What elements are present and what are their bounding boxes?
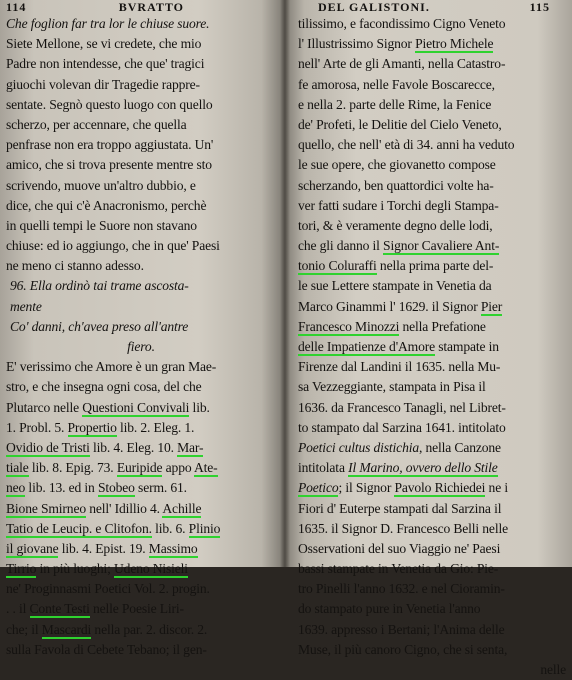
text-line: [6, 176, 276, 196]
highlighted-name: neo: [6, 480, 26, 496]
left-page: [0, 0, 284, 657]
text-line: [298, 236, 566, 256]
text-line: [298, 176, 566, 196]
text-segment: nelle: [540, 662, 566, 677]
text-line: [298, 539, 566, 559]
highlighted-name: Pier: [480, 298, 503, 314]
text-line: [6, 95, 276, 115]
text-line: [6, 478, 276, 498]
highlighted-name: Poetico: [298, 480, 339, 496]
text-segment: giuochi volevan dir Tragedie rappre-: [6, 76, 200, 92]
text-line: [298, 377, 566, 397]
text-segment: in quelli tempi le Suore non stavano: [6, 217, 197, 233]
text-segment: E' verissimo che Amore è un gran Mae-: [6, 359, 217, 375]
text-segment: ver fatti sudare i Torchi degli Stampa-: [298, 197, 499, 213]
highlighted-name: Ate-: [194, 460, 218, 476]
highlighted-name: Pavolo Richiedei: [394, 480, 486, 496]
text-segment: Che foglion far tra lor le chiuse suore.: [6, 16, 210, 31]
text-line: [6, 276, 276, 296]
text-segment: stro, e che insegna ogni cosa, del che: [6, 379, 202, 395]
text-segment: nell' Idillio 4.: [85, 500, 163, 516]
text-line: [6, 75, 276, 95]
text-segment: Siete Mellone, se vi credete, che mio: [6, 36, 202, 52]
text-segment: quello, che nell' età di 34. anni ha veduto: [298, 137, 515, 153]
text-segment: Firenze dal Landini il 1635. nella Mu-: [298, 359, 501, 375]
text-segment: nella Prefatione: [399, 318, 486, 334]
text-line: [298, 620, 566, 640]
highlighted-name: delle Impatienze d'Amore: [298, 339, 435, 354]
right-page-body: [298, 14, 566, 680]
text-segment: sulla Favola di Cebete Tebano; il gen-: [6, 641, 207, 657]
text-segment: bassi stampate in Venetia da Gio: Pie-: [298, 561, 499, 577]
text-line: [6, 398, 276, 418]
text-line: [298, 276, 566, 296]
text-line: [298, 317, 566, 337]
text-line: [6, 499, 276, 519]
text-segment: 1639. appresso i Bertani; l'Anima delle: [298, 621, 505, 637]
highlighted-name: Euripide: [116, 460, 163, 476]
left-page-body: [6, 14, 276, 660]
text-line: [6, 640, 276, 660]
text-line: [298, 135, 566, 155]
highlighted-name: Propertio: [67, 419, 117, 435]
text-line: [298, 519, 566, 539]
text-segment: fiero.: [127, 339, 155, 354]
text-segment: Plutarco nelle: [6, 399, 83, 415]
text-line: [298, 579, 566, 599]
text-line: [6, 599, 276, 619]
highlighted-name: Pietro Michele: [415, 36, 494, 52]
text-line: [298, 155, 566, 175]
text-line: [298, 95, 566, 115]
text-segment: ; il Signor: [338, 480, 395, 496]
text-line: [6, 579, 276, 599]
text-line: [6, 539, 276, 559]
text-line: [6, 115, 276, 135]
text-segment: do stampato pure in Venetia l'anno: [298, 601, 481, 617]
text-line: [298, 34, 566, 54]
text-segment: scherzo, per accennare, che quella: [6, 116, 187, 132]
text-line: [298, 559, 566, 579]
text-segment: Poetici cultus distichia: [298, 439, 419, 455]
text-line: [298, 54, 566, 74]
text-line: [6, 620, 276, 640]
text-segment: 1635. il Signor D. Francesco Belli nelle: [298, 520, 508, 536]
highlighted-name: Udeno Nisieli: [114, 561, 188, 577]
highlighted-name: Ovidio de Tristi: [6, 439, 90, 455]
text-segment: scrivendo, muove un'altro dubbio, e: [6, 177, 196, 193]
text-segment: le sue opere, che giovanetto compose: [298, 157, 496, 173]
text-segment: dice, che qui c'è Anacronismo, perchè: [6, 197, 207, 213]
highlighted-name: Mascardi: [41, 621, 92, 637]
text-segment: scherzando, ben quattordici volte ha-: [298, 177, 494, 193]
text-line: [6, 34, 276, 54]
highlighted-name: Questioni Convivali: [82, 399, 190, 415]
text-line: [6, 216, 276, 236]
text-segment: sa Vezzeggiante, stampata in Pisa il: [298, 379, 486, 395]
text-line: [6, 438, 276, 458]
text-line: [6, 236, 276, 256]
text-line: [6, 559, 276, 579]
running-head-right: DEL GALISTONI.: [318, 0, 430, 14]
left-page-header: [6, 0, 276, 14]
highlighted-name: Mar-: [177, 439, 204, 455]
text-line: [6, 135, 276, 155]
highlighted-name: tiale: [6, 460, 29, 476]
text-segment: ne i: [485, 480, 508, 496]
text-line: [298, 499, 566, 519]
text-line: [6, 519, 276, 539]
text-segment: mente: [10, 298, 42, 314]
text-segment: tori, & è veramente degno delle lodi,: [298, 217, 493, 233]
highlighted-name: Conte Testi: [29, 601, 90, 617]
text-line: [298, 115, 566, 135]
running-head-left: BVRATTO: [118, 0, 184, 14]
text-segment: penfrase non era troppo aggiustata. Un': [6, 137, 214, 153]
text-segment: chiuse: ed io aggiungo, che in que' Paesi: [6, 238, 220, 254]
highlighted-name: Massimo: [148, 540, 198, 556]
highlighted-name: Achille: [162, 500, 202, 516]
text-segment: nelle Poesie Liri-: [89, 601, 184, 617]
text-segment: lib. 2. Eleg. 1.: [116, 419, 195, 435]
text-segment: . . il: [6, 601, 30, 617]
text-segment: nella par. 2. discor. 2.: [91, 621, 208, 637]
text-line: [298, 297, 566, 317]
text-segment: nella prima parte del-: [376, 258, 494, 274]
text-line: [298, 357, 566, 377]
text-segment: stampate in: [435, 339, 499, 354]
highlighted-name: Francesco Minozzi: [298, 318, 400, 334]
text-segment: serm. 61.: [134, 480, 187, 496]
text-line: [6, 54, 276, 74]
text-segment: Fiori d' Euterpe stampati dal Sarzina il: [298, 500, 502, 516]
text-line: [298, 398, 566, 418]
text-segment: le sue Lettere stampate in Venetia da: [298, 278, 492, 294]
text-segment: Padre non intendesse, che que' tragici: [6, 56, 205, 72]
book-gutter: [280, 0, 290, 567]
text-segment: lib. 13. ed in: [25, 480, 98, 496]
text-segment: Marco Ginammi l' 1629. il Signor: [298, 298, 481, 314]
text-line: [298, 337, 566, 357]
text-segment: tilissimo, e facondissimo Cigno Veneto: [298, 16, 506, 31]
right-page-header: [298, 0, 566, 14]
text-segment: ne meno ci stanno adesso.: [6, 258, 144, 274]
right-page: [284, 0, 572, 677]
text-line: [6, 458, 276, 478]
text-line: [6, 14, 276, 34]
text-segment: fe amorosa, nelle Favole Boscarecce,: [298, 76, 495, 92]
text-line: [298, 256, 566, 276]
text-segment: lib. 8. Epig. 73.: [28, 460, 117, 476]
highlighted-name: Stobeo: [97, 480, 135, 496]
text-segment: intitolata: [298, 460, 349, 476]
text-line: [298, 216, 566, 236]
text-line: [6, 317, 276, 337]
text-segment: che; il: [6, 621, 42, 637]
text-line: [6, 418, 276, 438]
text-segment: sentate. Segnò questo luogo con quello: [6, 96, 213, 112]
highlighted-name: Il Marino, ovvero dello Stile: [348, 460, 498, 476]
text-line: [298, 478, 566, 498]
text-segment: in più luoghi;: [36, 561, 114, 577]
text-segment: Muse, il più canoro Cigno, che si senta,: [298, 641, 508, 657]
text-line: [6, 155, 276, 175]
text-segment: 1. Probl. 5.: [6, 419, 68, 435]
text-line: [298, 14, 566, 34]
text-segment: to stampato dal Sarzina 1641. intitolato: [298, 419, 506, 435]
page-number-left: 114: [6, 0, 27, 14]
text-segment: l' Illustrissimo Signor: [298, 36, 416, 52]
text-line: [6, 377, 276, 397]
text-line: [298, 458, 566, 478]
text-segment: Co' danni, ch'avea preso all'antre: [10, 318, 189, 334]
text-line: [6, 357, 276, 377]
text-segment: lib. 4. Epist. 19.: [58, 540, 149, 556]
highlighted-name: Plinio: [188, 520, 221, 536]
text-segment: ne' Proginnasmi Poetici Vol. 2. progin.: [6, 581, 210, 597]
highlighted-name: Signor Cavaliere Ant-: [383, 238, 500, 254]
highlighted-name: tonio Coluraffi: [298, 258, 377, 274]
text-line: [6, 196, 276, 216]
highlighted-name: Tirrio: [6, 561, 37, 577]
text-segment: lib. 4. Eleg. 10.: [89, 439, 178, 455]
text-segment: de' Profeti, le Delitie del Cielo Veneto,: [298, 116, 502, 132]
text-line: [298, 599, 566, 619]
text-segment: amico, che si trova presente mentre sto: [6, 157, 212, 173]
text-line: [6, 297, 276, 317]
text-segment: che gli danno il: [298, 238, 384, 254]
text-line: [298, 660, 566, 680]
text-segment: Osservationi del suo Viaggio ne' Paesi: [298, 540, 501, 556]
text-segment: , nella Canzone: [419, 439, 501, 455]
page-number-right: 115: [529, 0, 550, 14]
text-line: [298, 418, 566, 438]
text-line: [6, 256, 276, 276]
highlighted-name: Bione Smirneo: [6, 500, 86, 516]
text-segment: tro Pinelli l'anno 1632. e nel Cioramin-: [298, 581, 505, 597]
text-segment: lib. 6.: [151, 520, 189, 536]
text-line: [298, 196, 566, 216]
highlighted-name: Tatio de Leucip. e Clitofon.: [6, 520, 152, 536]
text-segment: appo: [162, 460, 194, 476]
text-segment: 96. Ella ordinò tai trame ascosta-: [10, 278, 189, 294]
text-segment: lib.: [189, 399, 210, 415]
text-line: [6, 337, 276, 357]
text-segment: e nella 2. parte delle Rime, la Fenice: [298, 96, 492, 112]
text-segment: 1636. da Francesco Tanagli, nel Libret-: [298, 399, 506, 415]
text-line: [298, 75, 566, 95]
text-line: [298, 438, 566, 458]
highlighted-name: il giovane: [6, 540, 59, 556]
text-line: [298, 640, 566, 660]
text-segment: nell' Arte de gli Amanti, nella Catastro-: [298, 56, 506, 72]
